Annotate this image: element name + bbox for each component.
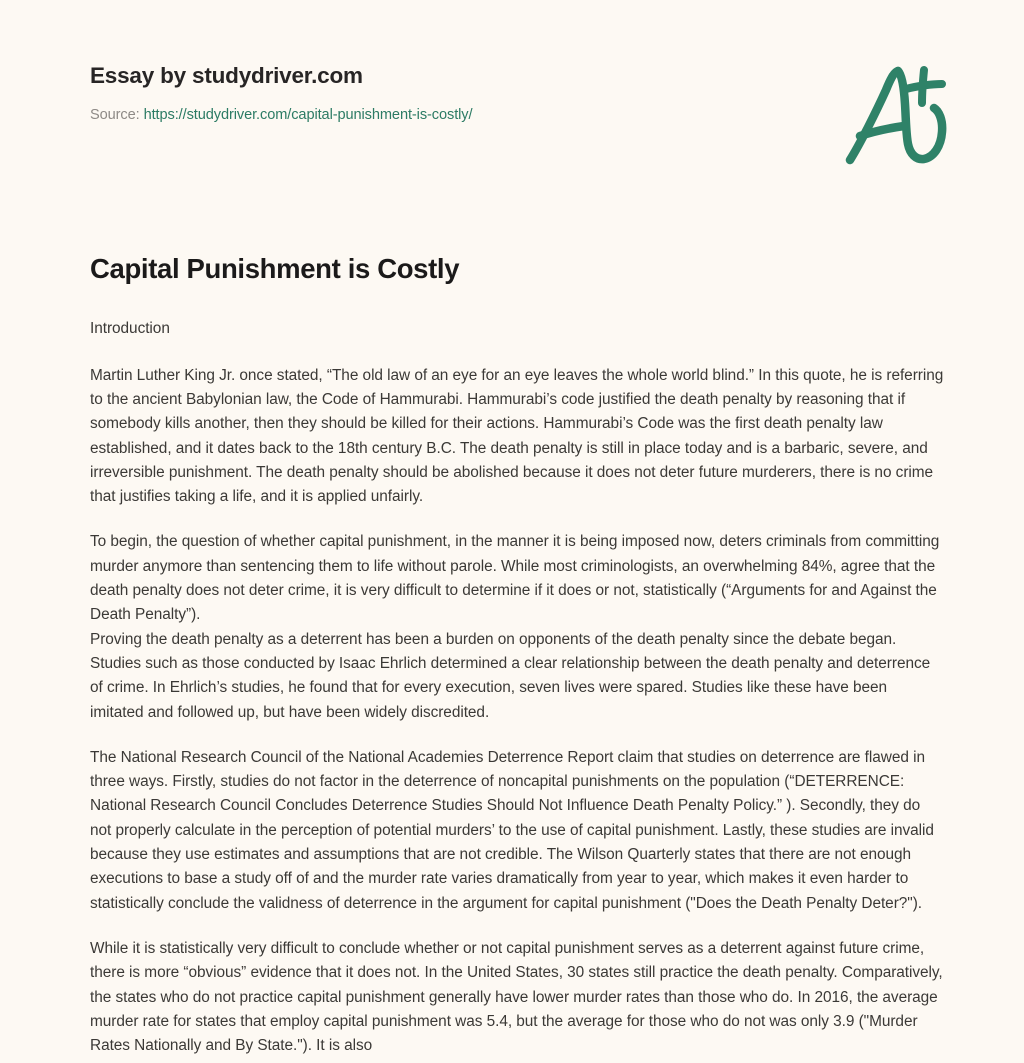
brand-title: Essay by studydriver.com [90, 63, 363, 88]
page-header [0, 0, 1024, 178]
paragraph-1: Martin Luther King Jr. once stated, “The old law of an eye for an eye leaves the whole world blind.” In this quote, he is referring to the ancient Babylonian law, the Code of Hammurabi. Hammurabi’s code justified the death penalty by reasoning that if somebody kills another, then they should be killed for their actions. Hammurabi’s Code was the first death penalty law established, and it dates back to the 18th century B.C. The death penalty is still in place today and is a barbaric, severe, and irreversible punishment. The death penalty should be abolished because it does not deter future murderers, there is no crime that justifies taking a life, and it is applied unfairly. [90, 366, 944, 506]
paragraph-5: While it is statistically very difficult to conclude whether or not capital punishment serves as a deterrent against future crime, there is more “obvious” evidence that it does not. In the United States, 30 states still practice the death penalty. Comparatively, the states who do not practice capital punishment generally have lower murder rates than those who do. In 2016, the average murder rate for states that employ capital punishment was 5.4, but the average for those who do not was only 3.9 ("Murder Rates Nationally and By State."). It is also [90, 939, 943, 1055]
paragraph-4: The National Research Council of the National Academies Deterrence Report claim that studies on deterrence are flawed in three ways. Firstly, studies do not factor in the deterrence of noncapital punishments on the population (“DETERRENCE: National Research Council Concludes Deterrence Studies Should Not Influence Death Penalty Policy.” ). Secondly, they do not properly calculate in the perception of potential murders’ to the use of capital punishment. Lastly, these studies are invalid because they use estimates and assumptions that are not credible. The Wilson Quarterly states that there are not enough executions to base a study off of and the murder rate varies dramatically from year to year, which makes it even harder to statistically conclude the validness of deterrence in the argument for capital punishment ("Does the Death Penalty Deter?"). [90, 748, 934, 912]
header-text-block [0, 62, 790, 125]
a-plus-logo [842, 62, 952, 166]
source-url-link[interactable]: https://studydriver.com/capital-punishment-is-costly/ [143, 107, 473, 123]
paragraph-2: To begin, the question of whether capital punishment, in the manner it is being imposed now, deters criminals from committing murder anymore than sentencing them to life without parole. While most criminologists, an overwhelming 84%, agree that the death penalty does not deter crime, it is very difficult to determine if it does or not, statistically (“Arguments for and Against the Death Penalty”). [90, 533, 940, 624]
article-body [0, 252, 1024, 1058]
page-title: Capital Punishment is Costly [90, 253, 460, 284]
source-label: Source: [90, 107, 140, 123]
paragraph-3: Proving the death penalty as a deterrent has been a burden on opponents of the death penalty since the debate began. Studies such as those conducted by Isaac Ehrlich determined a clear relationship between the death penalty and deterrence of crime. In Ehrlich’s studies, he found that for every execution, seven lives were spared. Studies like these have been imitated and followed up, but have been widely discredited. [90, 630, 931, 721]
source-line [90, 106, 790, 125]
section-heading-introduction: Introduction [90, 320, 170, 338]
body-copy [90, 317, 944, 1058]
